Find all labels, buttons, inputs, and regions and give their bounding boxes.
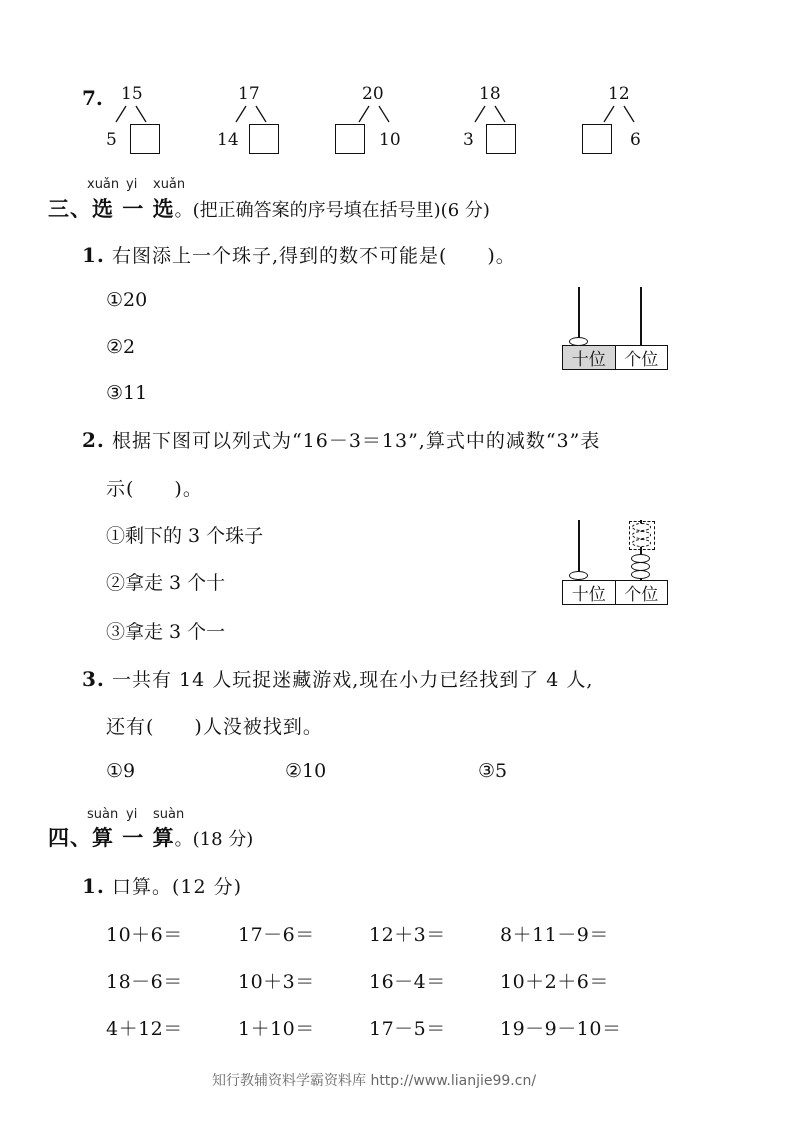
s3-q1-text bbox=[82, 241, 516, 268]
s3-q3-line1 bbox=[82, 665, 593, 692]
s3-q1-option-1[interactable]: ①20 bbox=[106, 289, 148, 311]
s3-q1-number: 1. bbox=[82, 243, 105, 267]
q7-item-top: 17 bbox=[238, 84, 260, 104]
calc-problem[interactable]: 10＋6＝ bbox=[106, 924, 183, 946]
s4-q1-number: 1. bbox=[82, 874, 105, 898]
q7-branch-lines bbox=[467, 104, 517, 126]
section4-instruction: 。(18 分) bbox=[174, 829, 254, 850]
page-footer: 知行教辅资料学霸资料库 http://www.lianjie99.cn/ bbox=[212, 1073, 537, 1089]
abacus-ones-label: 个位 bbox=[624, 585, 659, 605]
abacus-tens-label: 十位 bbox=[563, 581, 616, 604]
abacus-bead bbox=[632, 523, 651, 531]
calc-problem[interactable]: 10＋3＝ bbox=[238, 971, 315, 993]
s3-q2-text-before: 示( bbox=[106, 478, 135, 500]
abacus-bead bbox=[631, 570, 650, 579]
section3-pinyin-1: xuǎn bbox=[87, 177, 120, 192]
q7-item-given: 5 bbox=[106, 130, 117, 150]
s3-q3-text-line1: 一共有 14 人玩捉迷藏游戏,现在小力已经找到了 4 人, bbox=[111, 669, 594, 691]
q7-item-given: 3 bbox=[463, 130, 474, 150]
s3-q1-option-3[interactable]: ③11 bbox=[106, 382, 148, 404]
s3-q3-option-1[interactable]: ①9 bbox=[106, 760, 136, 782]
abacus-bead bbox=[632, 531, 651, 539]
calc-problem[interactable]: 4＋12＝ bbox=[106, 1018, 183, 1040]
q7-branch-lines bbox=[351, 104, 401, 126]
calc-problem[interactable]: 17－6＝ bbox=[238, 924, 315, 946]
q7-branch-lines bbox=[228, 104, 278, 126]
s3-q2-option-1[interactable]: ①剩下的 3 个珠子 bbox=[106, 525, 264, 547]
s3-q1-text-before: 右图添上一个珠子,得到的数不可能是( bbox=[111, 245, 448, 267]
q7-answer-box[interactable] bbox=[582, 124, 612, 154]
s3-q2-line2 bbox=[106, 474, 203, 501]
q7-item-top: 20 bbox=[362, 84, 384, 104]
q7-item-given: 14 bbox=[217, 130, 239, 150]
abacus-base bbox=[562, 345, 668, 370]
q7-item-top: 18 bbox=[479, 84, 501, 104]
s3-q3-option-3[interactable]: ③5 bbox=[478, 760, 508, 782]
calc-problem[interactable]: 8＋11－9＝ bbox=[500, 924, 609, 946]
calc-problem[interactable]: 18－6＝ bbox=[106, 971, 183, 993]
q7-branch-lines bbox=[596, 104, 646, 126]
s3-q1-text-after: )。 bbox=[487, 245, 516, 267]
section3-heading: 三、选 一 选 bbox=[48, 196, 175, 221]
s4-q1-title-line bbox=[82, 872, 242, 899]
q7-item-given: 10 bbox=[379, 130, 401, 150]
s3-q2-text-after: )。 bbox=[174, 478, 203, 500]
q7-item-given: 6 bbox=[630, 130, 641, 150]
section3-instruction: 。(把正确答案的序号填在括号里)(6 分) bbox=[174, 200, 490, 221]
s3-q2-number: 2. bbox=[82, 428, 105, 452]
section3-pinyin-3: xuǎn bbox=[153, 177, 186, 192]
q7-answer-box[interactable] bbox=[335, 124, 365, 154]
s3-q3-option-2[interactable]: ②10 bbox=[285, 760, 327, 782]
section4-pinyin-1: suàn bbox=[87, 807, 119, 822]
abacus-tens-label: 十位 bbox=[563, 346, 616, 369]
section4-pinyin-3: suàn bbox=[153, 807, 185, 822]
s3-q1-option-2[interactable]: ②2 bbox=[106, 336, 136, 358]
q7-branch-lines bbox=[108, 104, 158, 126]
q7-answer-box[interactable] bbox=[486, 124, 516, 154]
q7-answer-box[interactable] bbox=[249, 124, 279, 154]
s3-q2-text-line1: 根据下图可以列式为“16－3＝13”,算式中的减数“3”表 bbox=[111, 430, 601, 452]
s3-q3-number: 3. bbox=[82, 667, 105, 691]
section3-heading-line bbox=[48, 193, 490, 223]
section4-heading: 四、算 一 算 bbox=[48, 825, 175, 850]
calc-problem[interactable]: 10＋2＋6＝ bbox=[500, 971, 609, 993]
abacus-bead bbox=[569, 571, 588, 580]
abacus-base bbox=[562, 580, 668, 605]
abacus-ones-label: 个位 bbox=[624, 350, 659, 370]
q7-item-top: 12 bbox=[608, 84, 630, 104]
s3-q3-line2 bbox=[106, 712, 323, 739]
s3-q3-text-after: )人没被找到。 bbox=[194, 716, 323, 738]
calc-problem[interactable]: 16－4＝ bbox=[369, 971, 446, 993]
abacus-bead bbox=[632, 539, 651, 547]
section4-heading-line bbox=[48, 822, 253, 852]
q7-item-top: 15 bbox=[121, 84, 143, 104]
q7-answer-box[interactable] bbox=[130, 124, 160, 154]
s3-q2-line1 bbox=[82, 426, 600, 453]
q7-number: 7. bbox=[82, 86, 103, 110]
calc-problem[interactable]: 12＋3＝ bbox=[369, 924, 446, 946]
s3-q2-option-3[interactable]: ③拿走 3 个一 bbox=[106, 621, 226, 643]
s4-q1-title: 口算。(12 分) bbox=[111, 876, 242, 898]
calc-problem[interactable]: 1＋10＝ bbox=[238, 1018, 315, 1040]
calc-problem[interactable]: 19－9－10＝ bbox=[500, 1018, 622, 1040]
s3-q2-option-2[interactable]: ②拿走 3 个十 bbox=[106, 572, 226, 594]
section3-pinyin-2: yi bbox=[126, 177, 138, 192]
abacus-ones-rod bbox=[640, 287, 642, 345]
calc-problem[interactable]: 17－5＝ bbox=[369, 1018, 446, 1040]
section4-pinyin-2: yi bbox=[126, 807, 138, 822]
s3-q3-text-before: 还有( bbox=[106, 716, 155, 738]
